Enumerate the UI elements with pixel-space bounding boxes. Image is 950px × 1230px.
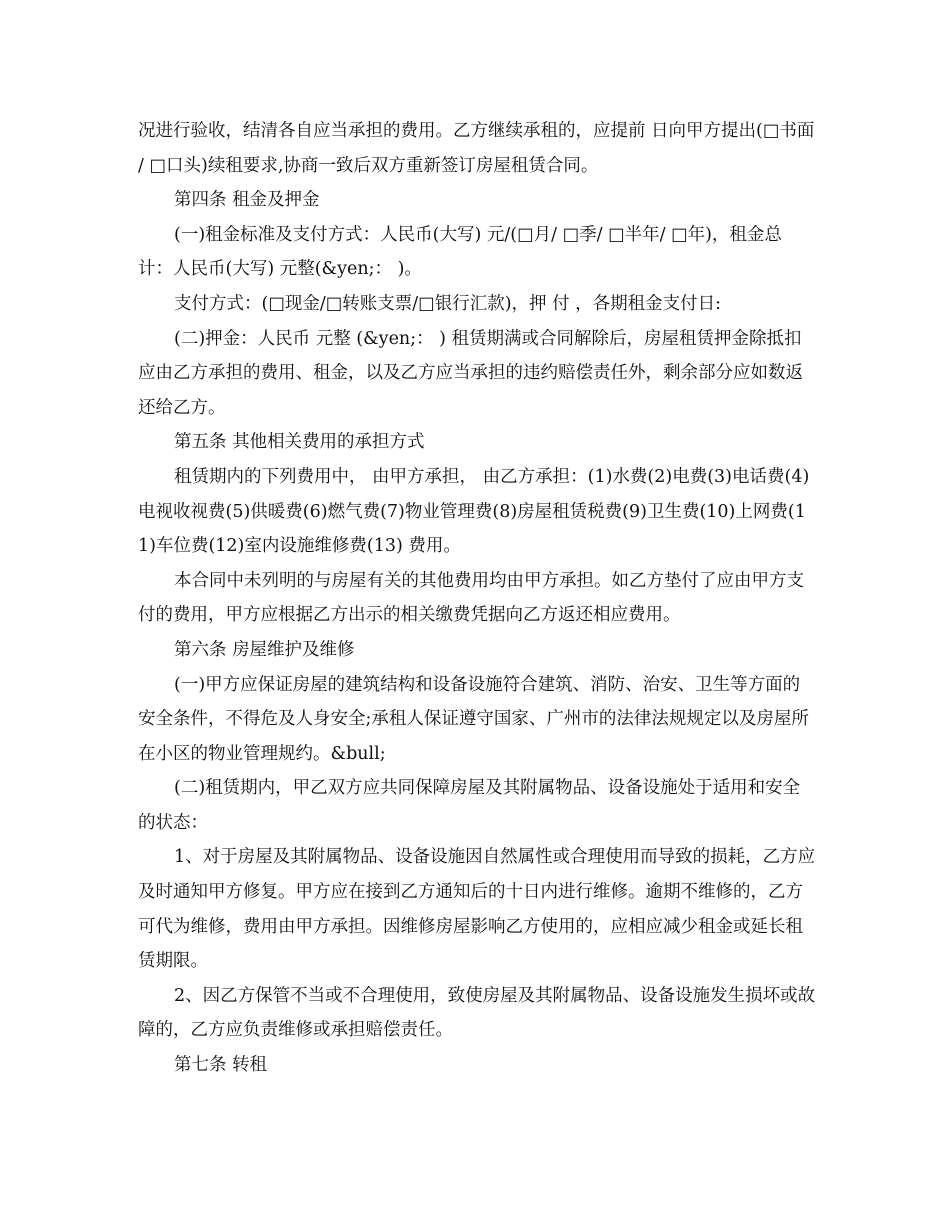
document-body bbox=[138, 114, 820, 1083]
paragraph-repair-item-1: 1、对于房屋及其附属物品、设备设施因自然属性或合理使用而导致的损耗，乙方应及时通知甲方修复。甲方应在接到乙方通知后的十日内进行维修。逾期不维修的，乙方可代为维修，费用由甲方承担。因维修房屋影响乙方使用的，应相应减少租金或延长租赁期限。 bbox=[138, 847, 816, 972]
paragraph-payment-method: 支付方式：(□现金/□转账支票/□银行汇款)，押 付 ，各期租金支付日: bbox=[174, 293, 722, 314]
heading-article-4: 第四条 租金及押金 bbox=[174, 190, 320, 211]
heading-article-5: 第五条 其他相关费用的承担方式 bbox=[174, 432, 425, 453]
paragraph-deposit: (二)押金：人民币 元整 (&yen;： ) 租赁期满或合同解除后，房屋租赁押金除抵扣应由乙方承担的费用、租金，以及乙方应当承担的违约赔偿责任外，剩余部分应如数返还给乙方。 bbox=[138, 328, 803, 418]
heading-article-6: 第六条 房屋维护及维修 bbox=[174, 639, 355, 660]
paragraph-rent-standard: (一)租金标准及支付方式：人民币(大写) 元/(□月/ □季/ □半年/ □年)，租金总计：人民币(大写) 元整(&yen;： )。 bbox=[138, 224, 782, 280]
paragraph-renewal: 况进行验收，结清各自应当承担的费用。乙方继续承租的，应提前 日向甲方提出(□书面 / □口头)续租要求,协商一致后双方重新签订房屋租赁合同。 bbox=[138, 121, 820, 176]
paragraph-fees-list: 租赁期内的下列费用中， 由甲方承担， 由乙方承担：(1)水费(2)电费(3)电话费(4)电视收视费(5)供暖费(6)燃气费(7)物业管理费(8)房屋租赁税费(9)卫生费(10)上网费(11)车位费(12)室内设施维修费(13) 费用。 bbox=[138, 466, 810, 557]
paragraph-safety-conditions: (一)甲方应保证房屋的建筑结构和设备设施符合建筑、消防、治安、卫生等方面的安全条件，不得危及人身安全;承租人保证遵守国家、广州市的法律法规规定以及房屋所在小区的物业管理规约。&bull; bbox=[138, 674, 809, 764]
paragraph-repair-item-2: 2、因乙方保管不当或不合理使用，致使房屋及其附属物品、设备设施发生损坏或故障的，乙方应负责维修或承担赔偿责任。 bbox=[138, 985, 816, 1041]
paragraph-other-fees: 本合同中未列明的与房屋有关的其他费用均由甲方承担。如乙方垫付了应由甲方支付的费用，甲方应根据乙方出示的相关缴费凭据向乙方返还相应费用。 bbox=[138, 570, 804, 626]
heading-article-7: 第七条 转租 bbox=[174, 1055, 268, 1076]
paragraph-joint-maintenance: (二)租赁期内，甲乙双方应共同保障房屋及其附属物品、设备设施处于适用和安全的状态： bbox=[138, 778, 801, 833]
